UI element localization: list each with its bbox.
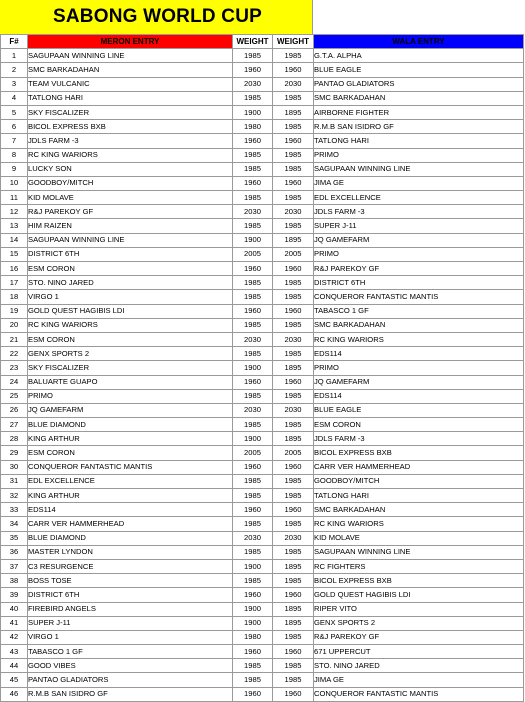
fight-number-cell: 25: [1, 389, 28, 403]
meron-entry-cell: SAGUPAAN WINNING LINE: [28, 233, 233, 247]
table-row: [1, 134, 524, 148]
wala-weight-cell: 1960: [273, 176, 314, 190]
wala-weight-cell: 1985: [273, 219, 314, 233]
wala-entry-cell: EDS114: [314, 389, 524, 403]
wala-entry-cell: EDL EXCELLENCE: [314, 191, 524, 205]
wala-entry-cell: SMC BARKADAHAN: [314, 503, 524, 517]
fight-number-cell: 35: [1, 531, 28, 545]
meron-weight-cell: 1900: [233, 361, 273, 375]
meron-weight-cell: 1985: [233, 219, 273, 233]
meron-weight-cell: 1960: [233, 460, 273, 474]
meron-weight-cell: 1960: [233, 645, 273, 659]
meron-weight-cell: 1900: [233, 559, 273, 573]
wala-weight-cell: 1960: [273, 63, 314, 77]
wala-weight-cell: 2030: [273, 205, 314, 219]
meron-weight-cell: 1985: [233, 673, 273, 687]
wala-weight-cell: 1985: [273, 545, 314, 559]
meron-entry-cell: ESM CORON: [28, 446, 233, 460]
wala-entry-cell: AIRBORNE FIGHTER: [314, 105, 524, 119]
header-row: [1, 35, 524, 49]
meron-entry-cell: VIRGO 1: [28, 290, 233, 304]
fight-number-cell: 7: [1, 134, 28, 148]
meron-weight-cell: 1900: [233, 432, 273, 446]
meron-weight-cell: 1985: [233, 276, 273, 290]
fight-number-cell: 10: [1, 176, 28, 190]
wala-weight-cell: 1985: [273, 489, 314, 503]
wala-weight-cell: 1985: [273, 318, 314, 332]
meron-entry-cell: R&J PAREKOY GF: [28, 205, 233, 219]
table-row: [1, 205, 524, 219]
table-row: [1, 659, 524, 673]
meron-entry-cell: BLUE DIAMOND: [28, 418, 233, 432]
wala-entry-cell: CONQUEROR FANTASTIC MANTIS: [314, 687, 524, 701]
meron-weight-cell: 1900: [233, 233, 273, 247]
wala-weight-cell: 1985: [273, 347, 314, 361]
meron-entry-cell: JQ GAMEFARM: [28, 403, 233, 417]
fight-number-cell: 15: [1, 247, 28, 261]
meron-entry-cell: C3 RESURGENCE: [28, 559, 233, 573]
fight-number-cell: 14: [1, 233, 28, 247]
table-row: [1, 49, 524, 63]
fight-number-cell: 43: [1, 645, 28, 659]
meron-entry-cell: BOSS TOSE: [28, 574, 233, 588]
wala-entry-cell: RIPER VITO: [314, 602, 524, 616]
wala-weight-cell: 1985: [273, 91, 314, 105]
fight-number-cell: 29: [1, 446, 28, 460]
wala-entry-cell: EDS114: [314, 347, 524, 361]
wala-entry-cell: G.T.A. ALPHA: [314, 49, 524, 63]
meron-weight-cell: 2030: [233, 77, 273, 91]
table-row: [1, 645, 524, 659]
meron-entry-cell: GOODBOY/MITCH: [28, 176, 233, 190]
wala-weight-cell: 2030: [273, 77, 314, 91]
table-row: [1, 630, 524, 644]
wala-weight-cell: 1960: [273, 262, 314, 276]
table-row: [1, 148, 524, 162]
wala-entry-cell: RC FIGHTERS: [314, 559, 524, 573]
meron-entry-cell: MASTER LYNDON: [28, 545, 233, 559]
table-row: [1, 559, 524, 573]
meron-weight-cell: 1900: [233, 105, 273, 119]
fight-number-cell: 24: [1, 375, 28, 389]
fight-number-cell: 16: [1, 262, 28, 276]
fight-number-cell: 27: [1, 418, 28, 432]
wala-entry-cell: RC KING WARIORS: [314, 332, 524, 346]
fight-number-cell: 28: [1, 432, 28, 446]
title-blank-cell: [313, 0, 523, 34]
meron-weight-cell: 1985: [233, 545, 273, 559]
header-fight-number: F#: [1, 35, 28, 49]
wala-entry-cell: STO. NINO JARED: [314, 659, 524, 673]
meron-entry-cell: ESM CORON: [28, 262, 233, 276]
wala-entry-cell: PANTAO GLADIATORS: [314, 77, 524, 91]
wala-weight-cell: 2030: [273, 531, 314, 545]
wala-entry-cell: JQ GAMEFARM: [314, 375, 524, 389]
wala-weight-cell: 2030: [273, 403, 314, 417]
header-meron-entry: MERON ENTRY: [28, 35, 233, 49]
fight-number-cell: 5: [1, 105, 28, 119]
wala-weight-cell: 1895: [273, 105, 314, 119]
table-row: [1, 602, 524, 616]
meron-entry-cell: HIM RAIZEN: [28, 219, 233, 233]
meron-entry-cell: SAGUPAAN WINNING LINE: [28, 49, 233, 63]
fight-number-cell: 13: [1, 219, 28, 233]
meron-weight-cell: 2030: [233, 332, 273, 346]
wala-weight-cell: 1985: [273, 191, 314, 205]
wala-entry-cell: BLUE EAGLE: [314, 63, 524, 77]
wala-weight-cell: 1960: [273, 375, 314, 389]
wala-weight-cell: 1960: [273, 304, 314, 318]
wala-weight-cell: 1960: [273, 503, 314, 517]
fight-number-cell: 17: [1, 276, 28, 290]
fight-number-cell: 37: [1, 559, 28, 573]
meron-weight-cell: 1985: [233, 290, 273, 304]
wala-entry-cell: CONQUEROR FANTASTIC MANTIS: [314, 290, 524, 304]
wala-weight-cell: 1985: [273, 148, 314, 162]
fight-number-cell: 1: [1, 49, 28, 63]
table-row: [1, 77, 524, 91]
wala-entry-cell: SMC BARKADAHAN: [314, 318, 524, 332]
header-meron-weight: WEIGHT: [233, 35, 273, 49]
wala-weight-cell: 2005: [273, 247, 314, 261]
fight-number-cell: 38: [1, 574, 28, 588]
meron-weight-cell: 1985: [233, 418, 273, 432]
wala-entry-cell: GOLD QUEST HAGIBIS LDI: [314, 588, 524, 602]
table-row: [1, 191, 524, 205]
fight-number-cell: 11: [1, 191, 28, 205]
wala-weight-cell: 1985: [273, 389, 314, 403]
table-row: [1, 489, 524, 503]
wala-weight-cell: 1985: [273, 659, 314, 673]
wala-weight-cell: 2005: [273, 446, 314, 460]
fight-number-cell: 31: [1, 474, 28, 488]
wala-entry-cell: R&J PAREKOY GF: [314, 262, 524, 276]
table-row: [1, 219, 524, 233]
fight-number-cell: 8: [1, 148, 28, 162]
wala-entry-cell: ESM CORON: [314, 418, 524, 432]
meron-entry-cell: KING ARTHUR: [28, 489, 233, 503]
wala-entry-cell: PRIMO: [314, 148, 524, 162]
table-row: [1, 318, 524, 332]
header-wala-weight: WEIGHT: [273, 35, 314, 49]
table-row: [1, 290, 524, 304]
table-row: [1, 120, 524, 134]
meron-weight-cell: 2005: [233, 247, 273, 261]
fight-number-cell: 42: [1, 630, 28, 644]
wala-entry-cell: BICOL EXPRESS BXB: [314, 574, 524, 588]
wala-weight-cell: 1985: [273, 474, 314, 488]
table-row: [1, 574, 524, 588]
meron-entry-cell: JDLS FARM -3: [28, 134, 233, 148]
meron-weight-cell: 1960: [233, 134, 273, 148]
table-row: [1, 91, 524, 105]
wala-entry-cell: BLUE EAGLE: [314, 403, 524, 417]
wala-weight-cell: 1985: [273, 418, 314, 432]
meron-weight-cell: 2005: [233, 446, 273, 460]
wala-entry-cell: SMC BARKADAHAN: [314, 91, 524, 105]
meron-entry-cell: BALUARTE GUAPO: [28, 375, 233, 389]
meron-entry-cell: GENX SPORTS 2: [28, 347, 233, 361]
wala-weight-cell: 1985: [273, 290, 314, 304]
wala-entry-cell: 671 UPPERCUT: [314, 645, 524, 659]
fight-number-cell: 21: [1, 332, 28, 346]
fight-number-cell: 19: [1, 304, 28, 318]
fight-number-cell: 6: [1, 120, 28, 134]
fight-number-cell: 46: [1, 687, 28, 701]
wala-weight-cell: 1895: [273, 432, 314, 446]
table-row: [1, 332, 524, 346]
table-row: [1, 531, 524, 545]
meron-weight-cell: 1985: [233, 49, 273, 63]
meron-weight-cell: 1960: [233, 375, 273, 389]
table-row: [1, 247, 524, 261]
table-row: [1, 63, 524, 77]
table-row: [1, 545, 524, 559]
meron-entry-cell: EDS114: [28, 503, 233, 517]
table-row: [1, 347, 524, 361]
wala-weight-cell: 1895: [273, 559, 314, 573]
fight-number-cell: 22: [1, 347, 28, 361]
meron-weight-cell: 1980: [233, 630, 273, 644]
meron-entry-cell: KID MOLAVE: [28, 191, 233, 205]
meron-weight-cell: 2030: [233, 205, 273, 219]
table-row: [1, 460, 524, 474]
wala-weight-cell: 1985: [273, 517, 314, 531]
wala-weight-cell: 2030: [273, 332, 314, 346]
wala-weight-cell: 1895: [273, 616, 314, 630]
wala-weight-cell: 1895: [273, 602, 314, 616]
meron-weight-cell: 1985: [233, 389, 273, 403]
title-row: [0, 0, 523, 35]
fight-number-cell: 44: [1, 659, 28, 673]
wala-entry-cell: JDLS FARM -3: [314, 432, 524, 446]
wala-entry-cell: GENX SPORTS 2: [314, 616, 524, 630]
meron-weight-cell: 1985: [233, 318, 273, 332]
fight-number-cell: 40: [1, 602, 28, 616]
meron-weight-cell: 1980: [233, 120, 273, 134]
wala-entry-cell: GOODBOY/MITCH: [314, 474, 524, 488]
wala-entry-cell: SUPER J-11: [314, 219, 524, 233]
meron-entry-cell: TATLONG HARI: [28, 91, 233, 105]
meron-entry-cell: SUPER J-11: [28, 616, 233, 630]
wala-entry-cell: DISTRICT 6TH: [314, 276, 524, 290]
meron-entry-cell: SKY FISCALIZER: [28, 105, 233, 119]
meron-entry-cell: SKY FISCALIZER: [28, 361, 233, 375]
meron-entry-cell: CONQUEROR FANTASTIC MANTIS: [28, 460, 233, 474]
meron-weight-cell: 2030: [233, 531, 273, 545]
wala-entry-cell: RC KING WARIORS: [314, 517, 524, 531]
fight-number-cell: 33: [1, 503, 28, 517]
meron-entry-cell: RC KING WARIORS: [28, 148, 233, 162]
meron-weight-cell: 1960: [233, 588, 273, 602]
wala-entry-cell: TATLONG HARI: [314, 489, 524, 503]
wala-weight-cell: 1960: [273, 588, 314, 602]
meron-entry-cell: VIRGO 1: [28, 630, 233, 644]
meron-entry-cell: BLUE DIAMOND: [28, 531, 233, 545]
table-row: [1, 673, 524, 687]
meron-entry-cell: DISTRICT 6TH: [28, 247, 233, 261]
wala-weight-cell: 1985: [273, 162, 314, 176]
page-title: SABONG WORLD CUP: [53, 6, 263, 27]
meron-entry-cell: DISTRICT 6TH: [28, 588, 233, 602]
meron-weight-cell: 1960: [233, 687, 273, 701]
wala-weight-cell: 1985: [273, 120, 314, 134]
fight-number-cell: 34: [1, 517, 28, 531]
meron-entry-cell: KING ARTHUR: [28, 432, 233, 446]
meron-weight-cell: 1960: [233, 503, 273, 517]
table-row: [1, 361, 524, 375]
table-row: [1, 432, 524, 446]
fight-number-cell: 45: [1, 673, 28, 687]
wala-entry-cell: KID MOLAVE: [314, 531, 524, 545]
meron-weight-cell: 1985: [233, 659, 273, 673]
wala-entry-cell: SAGUPAAN WINNING LINE: [314, 162, 524, 176]
meron-weight-cell: 1900: [233, 616, 273, 630]
wala-entry-cell: TABASCO 1 GF: [314, 304, 524, 318]
fight-number-cell: 12: [1, 205, 28, 219]
meron-entry-cell: LUCKY SON: [28, 162, 233, 176]
meron-entry-cell: GOLD QUEST HAGIBIS LDI: [28, 304, 233, 318]
meron-entry-cell: SMC BARKADAHAN: [28, 63, 233, 77]
meron-entry-cell: GOOD VIBES: [28, 659, 233, 673]
meron-entry-cell: BICOL EXPRESS BXB: [28, 120, 233, 134]
fight-number-cell: 39: [1, 588, 28, 602]
table-row: [1, 276, 524, 290]
meron-weight-cell: 1960: [233, 304, 273, 318]
wala-weight-cell: 1895: [273, 233, 314, 247]
table-row: [1, 616, 524, 630]
wala-entry-cell: JIMA GE: [314, 673, 524, 687]
meron-weight-cell: 1960: [233, 176, 273, 190]
fight-number-cell: 41: [1, 616, 28, 630]
wala-entry-cell: SAGUPAAN WINNING LINE: [314, 545, 524, 559]
fight-number-cell: 20: [1, 318, 28, 332]
meron-weight-cell: 1985: [233, 148, 273, 162]
fight-number-cell: 18: [1, 290, 28, 304]
table-row: [1, 517, 524, 531]
meron-weight-cell: 1985: [233, 191, 273, 205]
table-row: [1, 474, 524, 488]
fight-number-cell: 4: [1, 91, 28, 105]
meron-entry-cell: TEAM VULCANIC: [28, 77, 233, 91]
wala-entry-cell: BICOL EXPRESS BXB: [314, 446, 524, 460]
fight-table: [0, 34, 524, 702]
meron-entry-cell: R.M.B SAN ISIDRO GF: [28, 687, 233, 701]
wala-entry-cell: R.M.B SAN ISIDRO GF: [314, 120, 524, 134]
meron-weight-cell: 1900: [233, 602, 273, 616]
wala-entry-cell: JQ GAMEFARM: [314, 233, 524, 247]
wala-entry-cell: CARR VER HAMMERHEAD: [314, 460, 524, 474]
wala-weight-cell: 1985: [273, 49, 314, 63]
table-row: [1, 375, 524, 389]
table-row: [1, 105, 524, 119]
meron-entry-cell: PANTAO GLADIATORS: [28, 673, 233, 687]
wala-weight-cell: 1895: [273, 361, 314, 375]
meron-entry-cell: FIREBIRD ANGELS: [28, 602, 233, 616]
meron-weight-cell: 1985: [233, 91, 273, 105]
fight-number-cell: 2: [1, 63, 28, 77]
fight-number-cell: 36: [1, 545, 28, 559]
fight-number-cell: 3: [1, 77, 28, 91]
wala-entry-cell: JIMA GE: [314, 176, 524, 190]
table-row: [1, 176, 524, 190]
fight-rows: [1, 49, 524, 702]
table-row: [1, 418, 524, 432]
meron-weight-cell: 1985: [233, 517, 273, 531]
table-row: [1, 403, 524, 417]
wala-weight-cell: 1960: [273, 645, 314, 659]
meron-weight-cell: 1985: [233, 162, 273, 176]
wala-entry-cell: JDLS FARM -3: [314, 205, 524, 219]
wala-weight-cell: 1960: [273, 687, 314, 701]
table-row: [1, 446, 524, 460]
wala-entry-cell: PRIMO: [314, 361, 524, 375]
wala-weight-cell: 1985: [273, 276, 314, 290]
meron-entry-cell: ESM CORON: [28, 332, 233, 346]
fight-number-cell: 32: [1, 489, 28, 503]
meron-entry-cell: TABASCO 1 GF: [28, 645, 233, 659]
fight-number-cell: 23: [1, 361, 28, 375]
wala-entry-cell: PRIMO: [314, 247, 524, 261]
fight-number-cell: 30: [1, 460, 28, 474]
table-row: [1, 262, 524, 276]
wala-entry-cell: R&J PAREKOY GF: [314, 630, 524, 644]
table-row: [1, 162, 524, 176]
meron-weight-cell: 1985: [233, 489, 273, 503]
table-row: [1, 233, 524, 247]
meron-weight-cell: 1985: [233, 347, 273, 361]
wala-weight-cell: 1985: [273, 630, 314, 644]
meron-entry-cell: RC KING WARIORS: [28, 318, 233, 332]
meron-weight-cell: 1960: [233, 262, 273, 276]
meron-entry-cell: STO. NINO JARED: [28, 276, 233, 290]
meron-weight-cell: 1985: [233, 574, 273, 588]
wala-entry-cell: TATLONG HARI: [314, 134, 524, 148]
meron-entry-cell: PRIMO: [28, 389, 233, 403]
fight-number-cell: 9: [1, 162, 28, 176]
table-row: [1, 687, 524, 701]
meron-entry-cell: EDL EXCELLENCE: [28, 474, 233, 488]
meron-entry-cell: CARR VER HAMMERHEAD: [28, 517, 233, 531]
title-cell: [0, 0, 313, 34]
table-row: [1, 304, 524, 318]
fight-number-cell: 26: [1, 403, 28, 417]
meron-weight-cell: 2030: [233, 403, 273, 417]
table-row: [1, 503, 524, 517]
header-wala-entry: WALA ENTRY: [314, 35, 524, 49]
table-row: [1, 588, 524, 602]
wala-weight-cell: 1985: [273, 574, 314, 588]
wala-weight-cell: 1960: [273, 134, 314, 148]
wala-weight-cell: 1960: [273, 460, 314, 474]
wala-weight-cell: 1985: [273, 673, 314, 687]
meron-weight-cell: 1960: [233, 63, 273, 77]
table-row: [1, 389, 524, 403]
meron-weight-cell: 1985: [233, 474, 273, 488]
